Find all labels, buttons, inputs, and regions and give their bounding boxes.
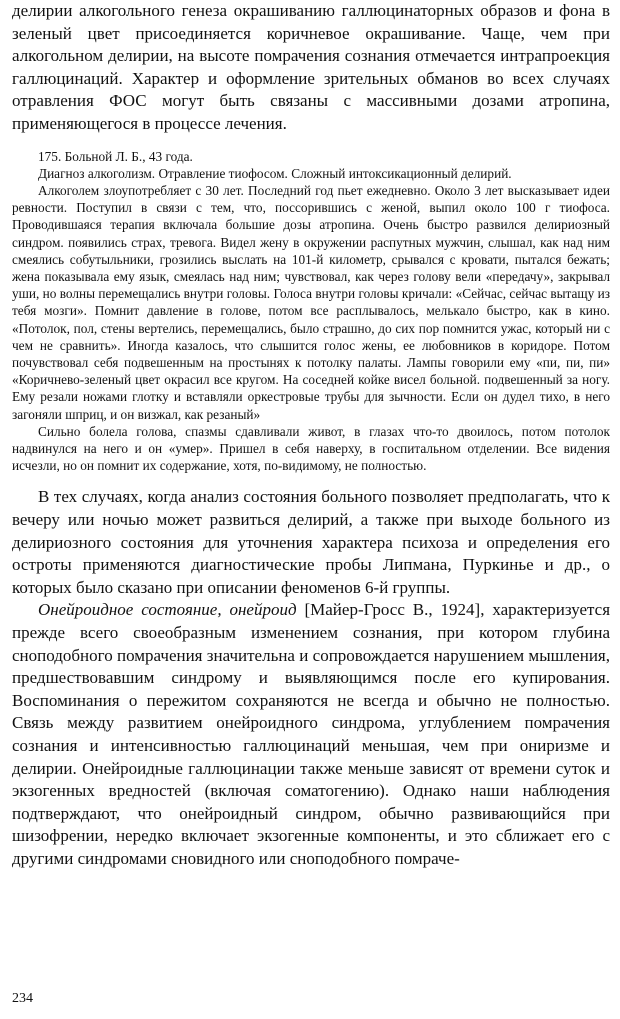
- case-diagnosis: Диагноз алкоголизм. Отравление тиофосом. Сложный интоксикационный делирий.: [38, 165, 512, 181]
- case-report: [12, 148, 610, 475]
- oneiroid-paragraph: [12, 599, 610, 870]
- oneiroid-text: характеризуется прежде всего своеобразным изменением сознания, при котором глубина сноподобного помрачения значительна и сопровождается нарушением мышления, предшествовавшим синдрому и выявляющимся после его купирования. Воспоминания о пережитом сохраняются не всегда и обычно не полностью. Связь между развитием онейроидного синдрома, углублением помрачения сознания и интенсивностью галлюцинаций меньшая, чем при ониризме и делирии. Онейроидные галлюцинации также меньше зависят от времени суток и экзогенных вредностей (включая соматогению). Однако наши наблюдения подтверждают, что онейроидный синдром, обычно развивающийся при шизофрении, нередко включает экзогенные компоненты, и это сближает его с другими синдромами сновидного или сноподобного помраче-: [12, 600, 611, 868]
- oneiroid-citation: [Майер-Гросс В., 1924],: [304, 600, 485, 620]
- page-number: 234: [12, 991, 33, 1006]
- oneiroid-term: Онейроидное состояние, онейроид: [38, 600, 297, 620]
- case-history-paragraph: Алкоголем злоупотребляет с 30 лет. Последний год пьет ежедневно. Около 3 лет высказывает идеи ревности. Поступил в связи с тем, что, поссорившись с женой, выпил около 100 г тиофоса. Проводившаяся терапия включала большие дозы атропина. Очень быстро развился делириозный синдром. появились страх, тревога. Видел жену в окружении распутных мужчин, слышал, как над ним смеялись собутыльники, грозились выслать на 101-й километр, срывался с кровати, пытался бежать; жена показывала ему язык, смеялась над ним; чувствовал, как через голову вели «передачу», закрывал уши, но волны перемещались внутри головы. Голоса внутри головы кричали: «Сейчас, сейчас вытащу из тебя мозги». Помнит давление в голове, потом все расплывалось, мелькало быстро, как в кино. «Потолок, пол, стены вертелись, перемещались, было страшно, до сих пор помнится ужас, который ни с чем не сравнить». Иногда казалось, что слышится голос жены, ее любовников в коридоре. Потом почувствовал себя подвешенным на простынях к потолку палаты. Лампы говорили ему «пи, пи, пи» «Коричнево-зеленый цвет окрасил все кругом. На соседней койке висел больной. подвешенный за ногу. Ему резали ножами глотку и вставляли оркестровые трубы для зычности. Если он дудел тихо, в него загоняли шприц, и он визжал, как резаный»: [12, 182, 610, 422]
- diagnostic-tests-paragraph: В тех случаях, когда анализ состояния больного позволяет предполагать, что к вечеру или ночью может развиться делирий, а также при выходе больного из делириозного состояния для уточнения характера психоза и определения его остроты применяются диагностические пробы Липмана, Пуркинье и др., о которых было сказано при описании феноменов 6-й группы.: [12, 487, 610, 597]
- intro-paragraph: делирии алкогольного генеза окрашиванию галлюцинаторных образов и фона в зеленый цвет присоединяется коричневое окрашивание. Чаще, чем при алкогольном делирии, на высоте помрачения сознания отмечается интрапроекция галлюцинаций. Характер и оформление зрительных обманов во всех случаях отравления ФОС могут быть связаны с массивными дозами атропина, применяющегося в процессе лечения.: [12, 1, 610, 133]
- case-title: 175. Больной Л. Б., 43 года.: [38, 148, 193, 164]
- case-outcome-paragraph: Сильно болела голова, спазмы сдавливали живот, в глазах что-то двоилось, потом потолок надвинулся на него и он «умер». Пришел в себя наверху, в госпитальном отделении. Все видения исчезли, но он помнит их содержание, хотя, по-видимому, не полностью.: [12, 423, 610, 474]
